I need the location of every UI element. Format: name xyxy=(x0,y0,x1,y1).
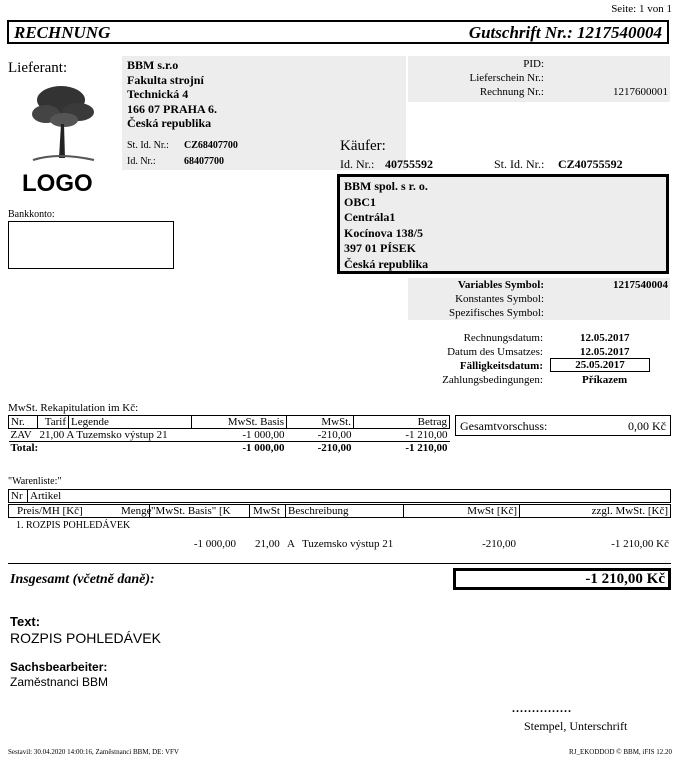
items-divider xyxy=(285,505,286,517)
advance-value: 0,00 Kč xyxy=(628,419,666,433)
buyer-st-id: CZ40755592 xyxy=(558,157,623,171)
vat-cell: -210,00 xyxy=(317,429,352,441)
vat-col-amount: Betrag xyxy=(417,416,447,428)
items-col-basis: "MwSt. Basis" [K xyxy=(151,505,231,517)
vat-col-nr: Nr. xyxy=(9,416,38,429)
vat-row xyxy=(9,429,450,442)
document-header xyxy=(7,20,669,44)
divider-line xyxy=(8,563,671,564)
due-date-label: Fälligkeitsdatum: xyxy=(459,360,543,372)
invoice-number-label: Rechnung Nr.: xyxy=(479,86,544,98)
vat-total-cell: -1 000,00 xyxy=(242,442,285,454)
advance-label: Gesamtvorschuss: xyxy=(460,419,548,433)
items-title: "Warenliste:" xyxy=(8,476,62,487)
due-date: 25.05.2017 xyxy=(550,358,650,372)
buyer-address-box xyxy=(337,174,669,274)
items-divider xyxy=(149,505,150,517)
items-header-2 xyxy=(8,504,671,518)
variable-symbol-label: Variables Symbol: xyxy=(457,279,544,291)
logo-text: LOGO xyxy=(22,170,93,197)
vat-total-row xyxy=(9,442,450,455)
pid-label: PID: xyxy=(523,58,544,70)
items-col-nr: Nr xyxy=(11,490,23,502)
items-col-total: zzgl. MwSt. [Kč] xyxy=(591,505,668,517)
clerk-label: Sachsbearbeiter: xyxy=(10,660,108,674)
invoice-date: 12.05.2017 xyxy=(580,332,630,344)
total-box xyxy=(453,568,671,590)
tree-icon xyxy=(28,80,98,169)
vat-col-tarif: Tarif xyxy=(38,416,69,429)
total-label: Insgesamt (včetně daně): xyxy=(10,572,155,587)
item-basis: -1 000,00 xyxy=(193,538,236,550)
vat-col-legend: Legende xyxy=(69,416,192,429)
specific-symbol-label: Spezifisches Symbol: xyxy=(448,307,544,319)
signature-dots: ............... xyxy=(512,701,572,715)
supplier-st-id-label: St. Id. Nr.: xyxy=(127,140,169,151)
signature-label: Stempel, Unterschrift xyxy=(524,719,628,733)
tax-date-label: Datum des Umsatzes: xyxy=(447,346,543,358)
advance-box xyxy=(455,415,671,436)
payment-terms-label: Zahlungsbedingungen: xyxy=(442,374,543,386)
item-tarif: 21,00 xyxy=(255,538,280,550)
items-col-vat: MwSt xyxy=(253,505,280,517)
item-line: 1. ROZPIS POHLEDÁVEK xyxy=(16,520,131,531)
items-col-article: Artikel xyxy=(30,490,62,502)
vat-cell: -1 210,00 xyxy=(405,429,448,441)
constant-symbol-label: Konstantes Symbol: xyxy=(455,293,544,305)
items-col-qty: Menge xyxy=(121,505,152,517)
buyer-st-id-label: St. Id. Nr.: xyxy=(494,157,545,171)
vat-cell: ZAV xyxy=(10,429,32,441)
buyer-label: Käufer: xyxy=(340,138,386,154)
vat-total-cell: -210,00 xyxy=(317,442,352,454)
vat-recap-table xyxy=(8,415,450,454)
item-total: -1 210,00 Kč xyxy=(611,538,669,550)
items-col-vat-kc: MwSt [Kč] xyxy=(467,505,517,517)
items-divider xyxy=(27,490,28,502)
tax-date: 12.05.2017 xyxy=(580,346,630,358)
vat-recap-title: MwSt. Rekapitulation im Kč: xyxy=(8,402,139,414)
footer-left: Sestavil: 30.04.2020 14:00:16, Zaměstnanci BBM, DE: VFV xyxy=(8,748,179,756)
buyer-id-label: Id. Nr.: xyxy=(340,157,375,171)
vat-total-cell: -1 210,00 xyxy=(405,442,448,454)
variable-symbol: 1217540004 xyxy=(613,279,668,291)
total-value: -1 210,00 Kč xyxy=(585,571,665,587)
vat-cell: -1 000,00 xyxy=(242,429,285,441)
vat-col-vat: MwSt. xyxy=(287,416,354,429)
invoice-date-label: Rechnungsdatum: xyxy=(463,332,543,344)
items-col-desc: Beschreibung xyxy=(288,505,349,517)
items-divider xyxy=(249,505,250,517)
supplier-label: Lieferant: xyxy=(8,60,68,76)
items-col-price: Preis/MH [Kč] xyxy=(17,505,83,517)
text-label: Text: xyxy=(10,614,41,629)
items-divider xyxy=(519,505,520,517)
items-header-1 xyxy=(8,489,671,503)
footer-right: RJ_EKODDOD © BBM, iFIS 12.20 xyxy=(569,748,672,756)
text-value: ROZPIS POHLEDÁVEK xyxy=(10,630,161,646)
supplier-address: BBM s.r.o Fakulta strojní Technická 4 166 07 PRAHA 6. Česká republika xyxy=(127,58,217,130)
supplier-id: 68407700 xyxy=(184,156,224,167)
clerk-value: Zaměstnanci BBM xyxy=(10,675,109,689)
bank-box xyxy=(8,221,174,269)
invoice-number: 1217600001 xyxy=(613,86,668,98)
page-number: Seite: 1 von 1 xyxy=(611,3,672,15)
buyer-address: BBM spol. s r. o. OBC1 Centrála1 Kocínova 138/5 397 01 PÍSEK Česká republika xyxy=(344,179,429,271)
item-desc: Tuzemsko výstup 21 xyxy=(302,538,394,550)
supplier-id-label: Id. Nr.: xyxy=(127,156,156,167)
document-title: RECHNUNG xyxy=(14,23,111,42)
items-divider xyxy=(403,505,404,517)
delivery-note-label: Lieferschein Nr.: xyxy=(469,72,544,84)
vat-col-basis: MwSt. Basis xyxy=(192,416,287,429)
bank-label: Bankkonto: xyxy=(8,209,55,220)
item-vat: -210,00 xyxy=(482,538,516,550)
item-tarif-code: A xyxy=(287,538,295,550)
supplier-st-id: CZ68407700 xyxy=(184,140,238,151)
vat-header-row xyxy=(9,416,450,429)
vat-cell: 21,00 A Tuzemsko výstup 21 xyxy=(39,429,168,441)
vat-total-label: Total: xyxy=(10,442,39,454)
payment-terms: Příkazem xyxy=(582,374,628,386)
credit-number: Gutschrift Nr.: 1217540004 xyxy=(468,23,662,42)
buyer-id: 40755592 xyxy=(385,157,433,171)
